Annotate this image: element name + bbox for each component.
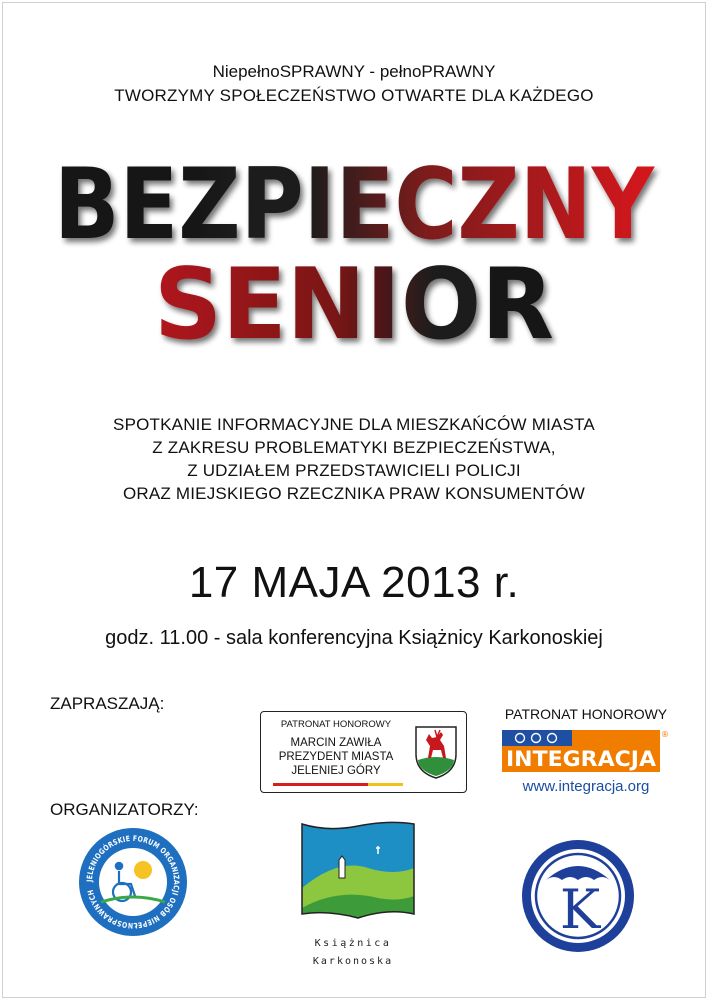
library-text-1: Książnica bbox=[314, 938, 392, 949]
patron-name-line-1: MARCIN ZAWIŁA bbox=[290, 737, 382, 749]
tower-icon bbox=[339, 856, 345, 878]
info-line-1: SPOTKANIE INFORMACYJNE DLA MIESZKAŃCÓW MIASTA bbox=[113, 415, 595, 434]
patron-box-mayor bbox=[260, 711, 467, 793]
slogan-line-2: TWORZYMY SPOŁECZEŃSTWO OTWARTE DLA KAŻDEGO bbox=[114, 86, 594, 105]
invite-label: ZAPRASZAJĄ: bbox=[50, 694, 165, 713]
integracja-logo bbox=[502, 728, 669, 772]
title-line-1: BEZPIECZNY bbox=[54, 150, 655, 262]
integracja-url[interactable]: www.integracja.org bbox=[522, 778, 650, 795]
title-line-2: SENIOR bbox=[154, 248, 554, 360]
event-time-place: godz. 11.00 - sala konferencyjna Książnicy Karkonoskiej bbox=[105, 627, 603, 649]
forum-ring-text: JELENIOGÓRSKIE FORUM ORGANIZACJI OSÓB NIEPEŁNOSPRAWNYCH bbox=[84, 833, 182, 931]
patron-name-line-2: PREZYDENT MIASTA bbox=[278, 751, 394, 763]
k-letter: K bbox=[559, 878, 601, 941]
library-text-2: Karkonoska bbox=[312, 956, 394, 967]
slogan-line-1: NiepełnoSPRAWNY - pełnoPRAWNY bbox=[212, 62, 496, 81]
info-text bbox=[0, 413, 708, 505]
info-line-3: Z UDZIAŁEM PRZEDSTAWICIELI POLICJI bbox=[187, 461, 521, 480]
patron-box-title: PATRONAT HONOROWY bbox=[280, 719, 392, 730]
event-date: 17 MAJA 2013 r. bbox=[188, 558, 520, 607]
patron-color-bar bbox=[273, 783, 403, 786]
integracja-logo-text: INTEGRACJA bbox=[506, 747, 657, 771]
sun-icon bbox=[134, 861, 152, 879]
info-line-2: Z ZAKRESU PROBLEMATYKI BEZPIECZEŃSTWA, bbox=[152, 438, 556, 457]
organizers-label: ORGANIZATORZY: bbox=[50, 800, 199, 819]
patron-box-name bbox=[261, 736, 411, 778]
info-line-4: ORAZ MIEJSKIEGO RZECZNIKA PRAW KONSUMENTÓW bbox=[122, 484, 586, 503]
city-crest-icon bbox=[413, 724, 459, 780]
patron-right-title: PATRONAT HONOROWY bbox=[504, 706, 668, 722]
forum-logo bbox=[77, 826, 189, 938]
consumer-rights-logo bbox=[520, 838, 636, 954]
registered-mark: ® bbox=[661, 730, 669, 739]
main-title bbox=[0, 150, 708, 360]
library-logo bbox=[298, 818, 418, 938]
patron-name-line-3: JELENIEJ GÓRY bbox=[291, 765, 381, 777]
